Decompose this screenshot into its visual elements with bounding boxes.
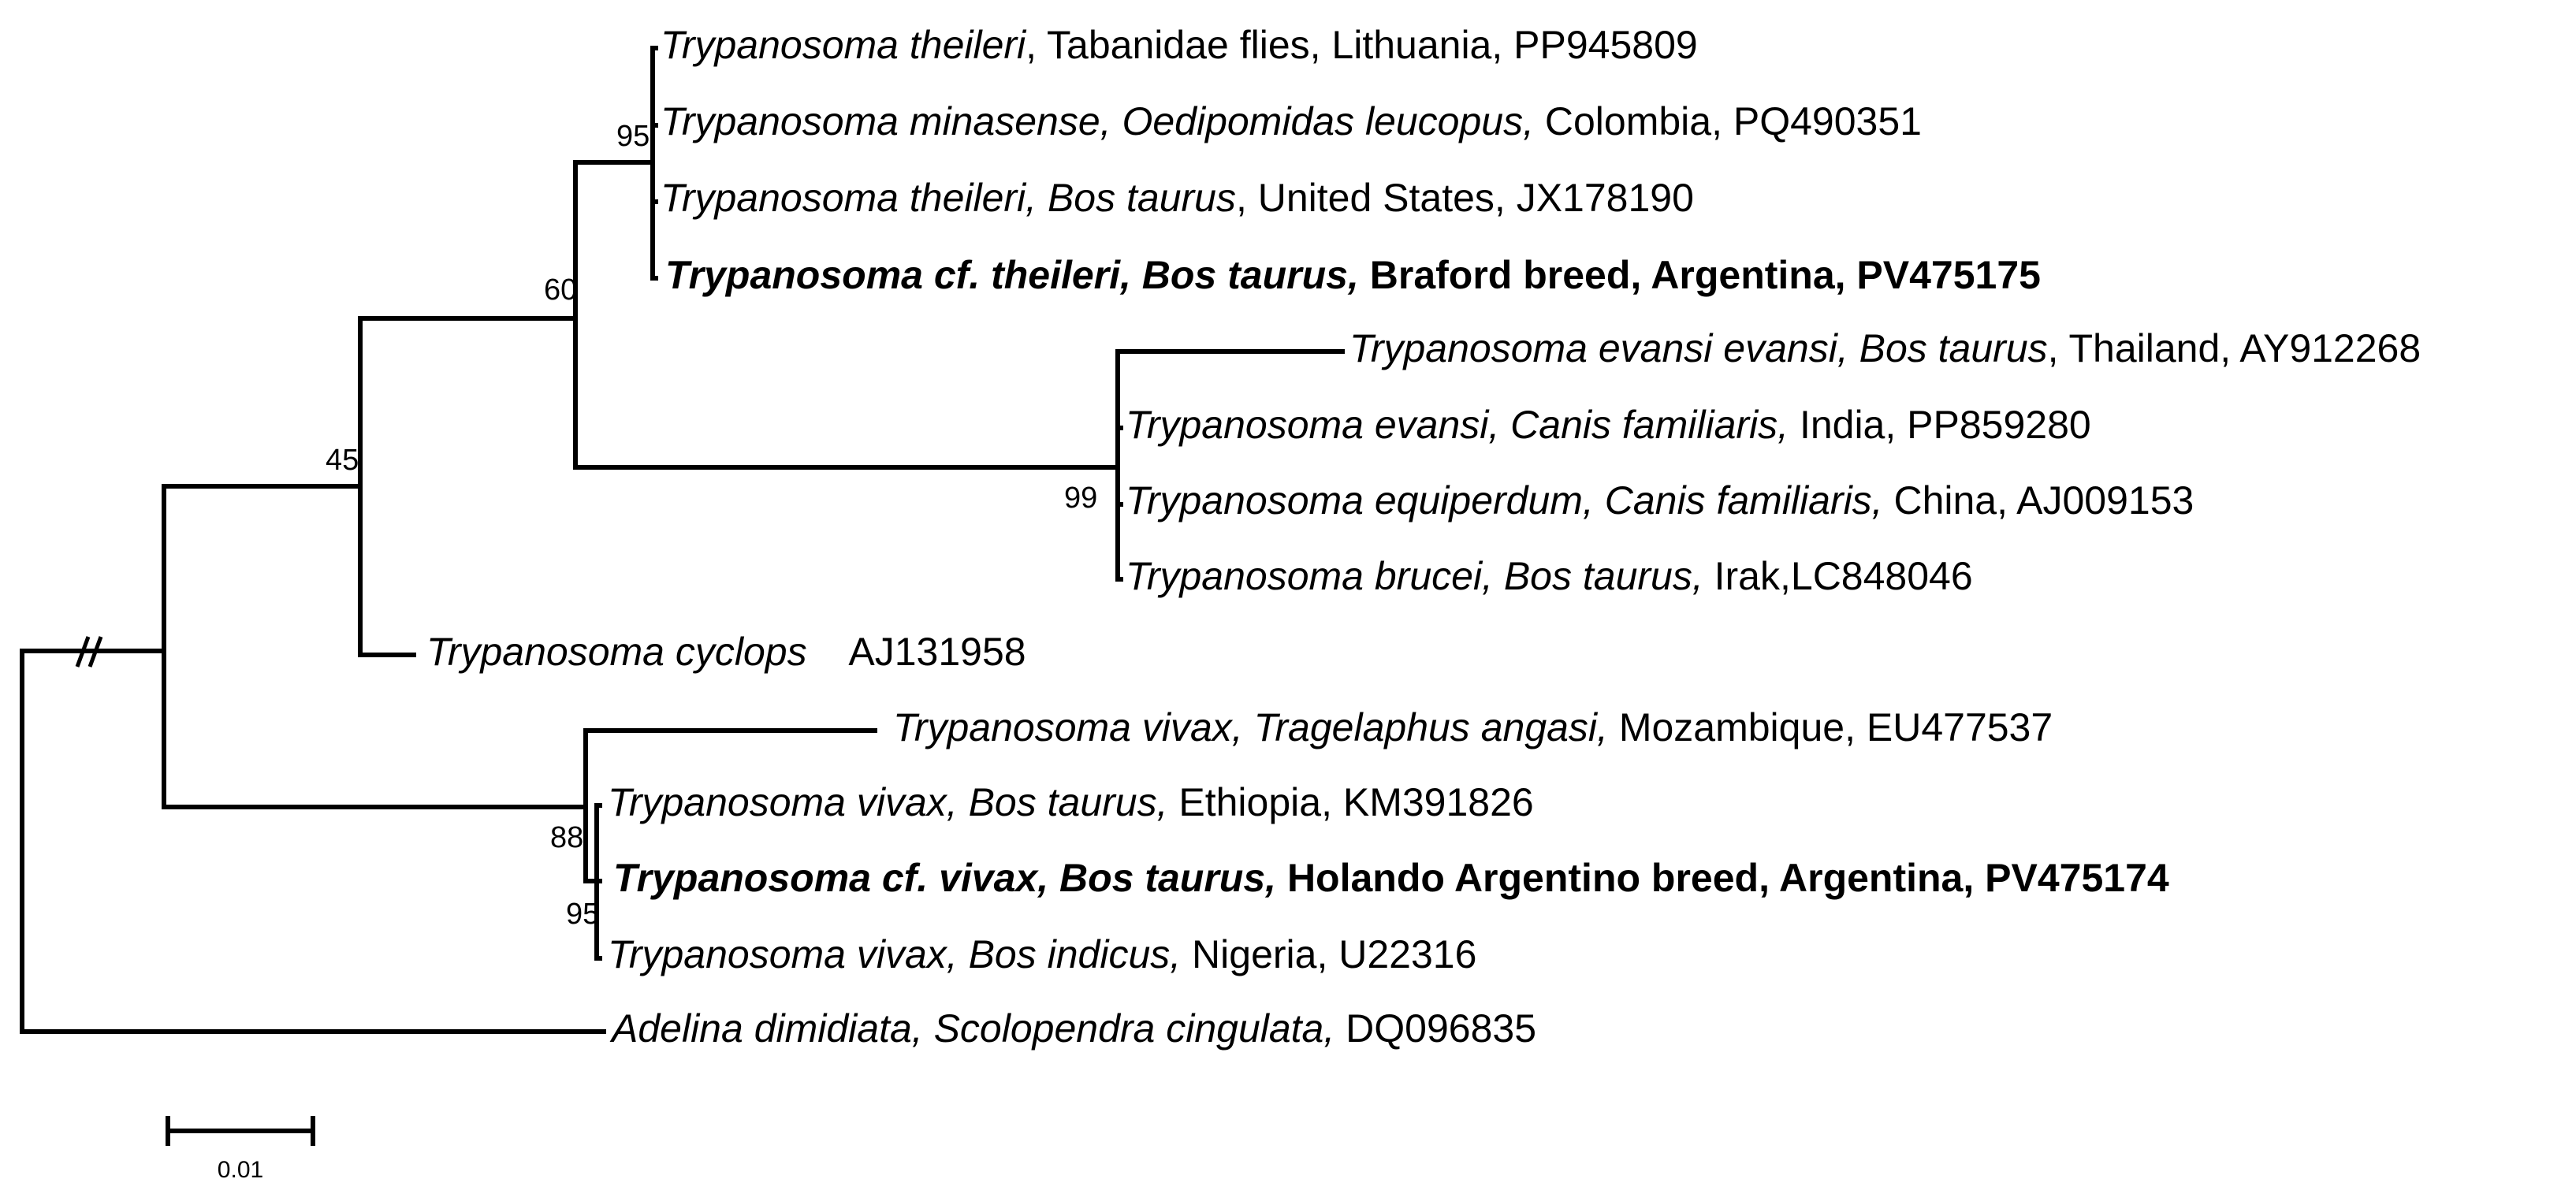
- bootstrap-value-theileri_clade: 95: [616, 120, 650, 153]
- taxon-label-part: Trypanosoma evansi evansi, Bos taurus: [1349, 326, 2048, 370]
- scale-bar: [168, 1118, 313, 1183]
- taxon-label-part: Mozambique, EU477537: [1607, 705, 2053, 749]
- taxon-label-part: Irak,LC848046: [1703, 554, 1973, 598]
- bootstrap-value-theileri_evansi_clade: 60: [544, 273, 578, 307]
- taxon-label-part: Trypanosoma brucei, Bos taurus,: [1126, 554, 1703, 598]
- taxon-label-part: , Thailand, AY912268: [2047, 326, 2422, 370]
- taxon-label-theileri_us: [661, 176, 1694, 220]
- taxon-labels: [426, 23, 2421, 1051]
- taxon-label-part: , United States, JX178190: [1235, 176, 1694, 220]
- taxon-label-part: Trypanosoma cf. vivax, Bos taurus,: [613, 856, 1277, 900]
- taxon-label-part: Trypanosoma evansi, Canis familiaris,: [1126, 403, 1789, 447]
- taxon-label-part: China, AJ009153: [1882, 478, 2194, 522]
- taxon-label-part: Holando Argentino breed, Argentina, PV475174: [1276, 856, 2169, 900]
- scale-bar-label: 0.01: [217, 1157, 264, 1183]
- taxon-label-part: Trypanosoma equiperdum, Canis familiaris,: [1126, 478, 1883, 522]
- taxon-label-evansi_india: [1126, 403, 2091, 447]
- bootstrap-value-cyclops_clade: 45: [326, 444, 359, 477]
- bootstrap-value-evansi_clade: 99: [1064, 482, 1098, 515]
- taxon-label-cyclops: [426, 630, 1026, 674]
- taxon-label-adelina_outgroup: [609, 1006, 1536, 1051]
- taxon-label-cf_theileri_argentina: [665, 253, 2041, 297]
- taxon-label-brucei_irak: [1126, 554, 1973, 598]
- taxon-label-part: DQ096835: [1335, 1006, 1537, 1051]
- taxon-label-part: Colombia, PQ490351: [1533, 99, 1922, 143]
- taxon-label-part: Nigeria, U22316: [1181, 932, 1477, 976]
- taxon-label-part: Trypanosoma theileri: [661, 23, 1026, 67]
- taxon-label-part: Adelina dimidiata, Scolopendra cingulata,: [612, 1006, 1335, 1051]
- bootstrap-value-vivax_clade: 88: [550, 821, 584, 854]
- taxon-label-part: , Tabanidae flies, Lithuania, PP945809: [1026, 23, 1698, 67]
- taxon-label-vivax_mozambique: [893, 705, 2053, 749]
- bootstrap-value-vivax_subclade: 95: [566, 898, 600, 931]
- taxon-label-equiperdum_china: [1126, 478, 2194, 522]
- taxon-label-part: Trypanosoma cf. theileri, Bos taurus,: [665, 253, 1359, 297]
- taxon-label-part: Ethiopia, KM391826: [1167, 780, 1534, 824]
- taxon-label-part: Braford breed, Argentina, PV475175: [1358, 253, 2041, 297]
- taxon-label-part: AJ131958: [806, 630, 1026, 674]
- taxon-label-minasense_colombia: [661, 99, 1922, 143]
- taxon-label-part: India, PP859280: [1789, 403, 2091, 447]
- taxon-label-evansi_thailand: [1349, 326, 2421, 370]
- taxon-label-part: Trypanosoma cyclops: [426, 630, 807, 674]
- taxon-label-vivax_ethiopia: [608, 780, 1534, 824]
- taxon-label-part: Trypanosoma vivax, Tragelaphus angasi,: [893, 705, 1608, 749]
- taxon-label-part: Trypanosoma vivax, Bos indicus,: [608, 932, 1182, 976]
- taxon-label-part: Trypanosoma vivax, Bos taurus,: [608, 780, 1168, 824]
- taxon-label-part: Trypanosoma theileri, Bos taurus: [661, 176, 1236, 220]
- taxon-label-part: Trypanosoma minasense, Oedipomidas leucopus,: [661, 99, 1534, 143]
- taxon-label-vivax_nigeria: [608, 932, 1476, 976]
- taxon-label-cf_vivax_argentina: [613, 856, 2169, 900]
- taxon-label-theileri_tabanidae: [661, 23, 1698, 67]
